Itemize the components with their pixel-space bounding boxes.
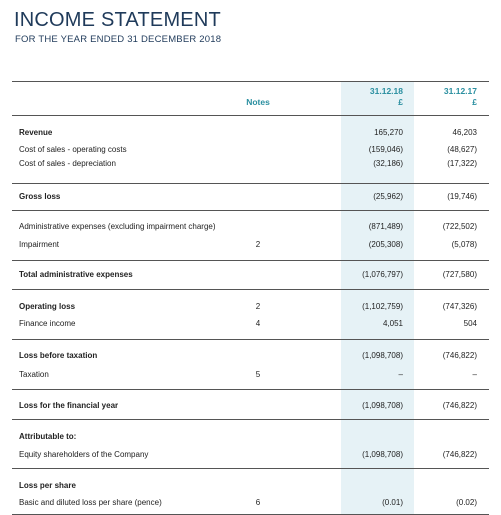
row-label: Administrative expenses (excluding impairment charge) xyxy=(19,222,216,231)
row-current-value: (1,098,708) xyxy=(362,351,403,360)
table-row xyxy=(0,432,501,446)
section-divider xyxy=(12,210,489,211)
row-current-value: 165,270 xyxy=(374,128,403,137)
table-row xyxy=(0,128,501,142)
row-label: Gross loss xyxy=(19,192,61,201)
table-row xyxy=(0,159,501,173)
row-label: Finance income xyxy=(19,319,76,328)
page-title: INCOME STATEMENT xyxy=(14,9,221,31)
table-row xyxy=(0,145,501,159)
row-note: 4 xyxy=(255,319,261,328)
section-divider xyxy=(12,389,489,390)
table-row xyxy=(0,351,501,365)
row-label: Total administrative expenses xyxy=(19,270,133,279)
row-current-value: (205,308) xyxy=(368,240,403,249)
notes-column-header: Notes xyxy=(246,97,270,107)
row-label: Loss per share xyxy=(19,481,76,490)
row-label: Loss before taxation xyxy=(19,351,98,360)
row-current-value: (32,186) xyxy=(373,159,403,168)
row-current-value: – xyxy=(398,370,403,379)
row-label: Loss for the financial year xyxy=(19,401,119,410)
row-label: Revenue xyxy=(19,128,53,137)
row-prior-value: (722,502) xyxy=(442,222,477,231)
table-row xyxy=(0,370,501,384)
row-prior-value: (746,822) xyxy=(442,450,477,459)
row-current-value: (1,102,759) xyxy=(362,302,403,311)
row-prior-value: (747,326) xyxy=(442,302,477,311)
table-row xyxy=(0,498,501,512)
row-prior-value: 46,203 xyxy=(452,128,477,137)
row-prior-value: (0.02) xyxy=(456,498,477,507)
row-current-value: (1,098,708) xyxy=(362,450,403,459)
row-note: 2 xyxy=(255,302,261,311)
row-label: Taxation xyxy=(19,370,49,379)
row-current-value: (159,046) xyxy=(368,145,403,154)
prior-year-header: 31.12.17 xyxy=(443,86,477,96)
row-prior-value: (48,627) xyxy=(447,145,477,154)
current-year-unit: £ xyxy=(398,97,403,107)
row-note: 2 xyxy=(255,240,261,249)
table-row xyxy=(0,302,501,316)
row-prior-value: (746,822) xyxy=(442,351,477,360)
table-row xyxy=(0,319,501,333)
header-divider xyxy=(12,115,489,116)
row-label: Equity shareholders of the Company xyxy=(19,450,149,459)
row-note: 5 xyxy=(255,370,261,379)
prior-year-unit: £ xyxy=(472,97,477,107)
table-row xyxy=(0,401,501,415)
table-row xyxy=(0,481,501,495)
row-current-value: (1,098,708) xyxy=(362,401,403,410)
row-prior-value: (19,746) xyxy=(447,192,477,201)
row-current-value: (1,076,797) xyxy=(362,270,403,279)
row-label: Basic and diluted loss per share (pence) xyxy=(19,498,162,507)
current-year-header: 31.12.18 xyxy=(369,86,403,96)
table-row xyxy=(0,450,501,464)
table-row xyxy=(0,270,501,284)
section-divider xyxy=(12,183,489,184)
table-row xyxy=(0,240,501,254)
row-prior-value: (5,078) xyxy=(451,240,477,249)
row-prior-value: 504 xyxy=(463,319,477,328)
section-divider xyxy=(12,289,489,290)
row-label: Attributable to: xyxy=(19,432,77,441)
table-row xyxy=(0,192,501,206)
row-current-value: (0.01) xyxy=(382,498,403,507)
row-current-value: 4,051 xyxy=(382,319,403,328)
row-note: 6 xyxy=(255,498,261,507)
row-label: Cost of sales - operating costs xyxy=(19,145,127,154)
row-prior-value: (727,580) xyxy=(442,270,477,279)
row-label: Cost of sales - depreciation xyxy=(19,159,116,168)
section-divider xyxy=(12,260,489,261)
row-prior-value: – xyxy=(472,370,477,379)
row-prior-value: (746,822) xyxy=(442,401,477,410)
table-row xyxy=(0,222,501,236)
section-divider xyxy=(12,339,489,340)
row-current-value: (871,489) xyxy=(368,222,403,231)
row-current-value: (25,962) xyxy=(373,192,403,201)
page-subtitle: FOR THE YEAR ENDED 31 DECEMBER 2018 xyxy=(15,34,222,45)
row-label: Impairment xyxy=(19,240,60,249)
section-divider xyxy=(12,419,489,420)
table-top-rule xyxy=(12,81,489,82)
row-prior-value: (17,322) xyxy=(447,159,477,168)
row-label: Operating loss xyxy=(19,302,76,311)
section-divider xyxy=(12,468,489,469)
